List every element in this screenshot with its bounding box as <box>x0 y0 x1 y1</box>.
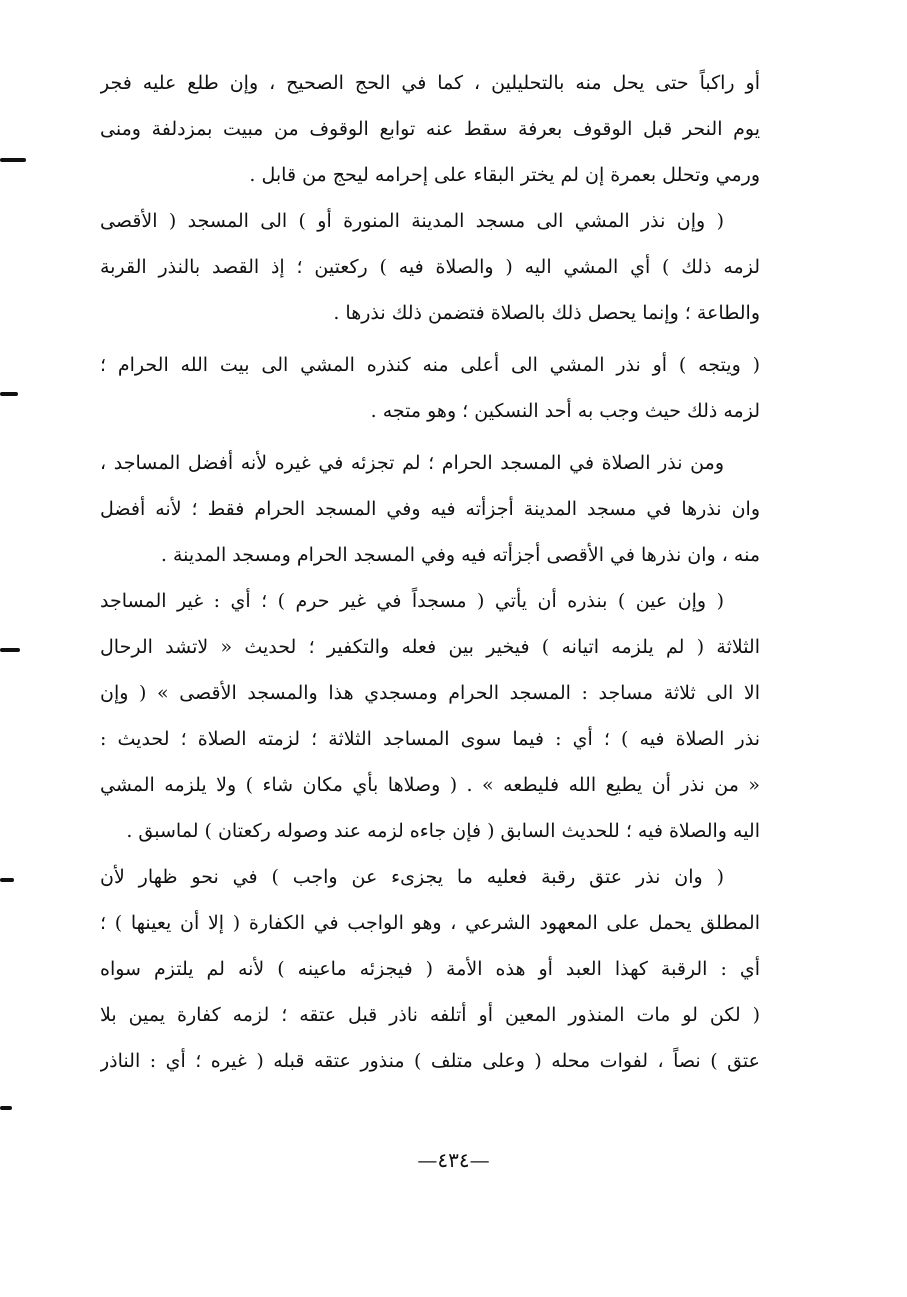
text-line: وان نذرها في مسجد المدينة أجزأته فيه وفي المسجد الحرام فقط ؛ لأنه أفضل <box>100 498 760 520</box>
margin-mark <box>0 1106 12 1110</box>
margin-mark <box>0 392 18 396</box>
text-line: ( لكن لو مات المنذور المعين أو أتلفه ناذر قبل عتقه ؛ لزمه كفارة يمين بلا <box>100 1004 760 1026</box>
text-line: عتق ) نصاً ، لفوات محله ( وعلى متلف ) منذور عتقه قبله ( غيره ؛ أي : الناذر <box>100 1050 760 1072</box>
text-line: الا الى ثلاثة مساجد : المسجد الحرام ومسجدي هذا والمسجد الأقصى » ( وإن <box>100 682 760 704</box>
text-line: الثلاثة ( لم يلزمه اتيانه ) فيخير بين فعله والتكفير ؛ لحديث « لاتشد الرحال <box>100 636 760 658</box>
text-line: نذر الصلاة فيه ) ؛ أي : فيما سوى المساجد الثلاثة ؛ لزمته الصلاة ؛ لحديث : <box>100 728 760 750</box>
text-line: ومن نذر الصلاة في المسجد الحرام ؛ لم تجزئه في غيره لأنه أفضل المساجد ، <box>100 452 724 474</box>
text-line: منه ، وان نذرها في الأقصى أجزأته فيه وفي المسجد الحرام ومسجد المدينة . <box>160 544 760 566</box>
margin-mark <box>0 158 26 162</box>
body-text <box>100 60 760 1084</box>
margin-mark <box>0 648 20 652</box>
text-line: لزمه ذلك ) أي المشي اليه ( والصلاة فيه ) ركعتين ؛ إذ القصد بالنذر القربة <box>100 256 760 278</box>
text-line: ( وإن نذر المشي الى مسجد المدينة المنورة أو ) الى المسجد ( الأقصى <box>100 210 724 232</box>
text-line: ( وان نذر عتق رقبة فعليه ما يجزىء عن واجب ) في نحو ظهار لأن <box>100 866 724 888</box>
text-line: ( وإن عين ) بنذره أن يأتي ( مسجداً في غير حرم ) ؛ أي : غير المساجد <box>100 590 724 612</box>
text-line: يوم النحر قبل الوقوف بعرفة سقط عنه توابع الوقوف من مبيت بمزدلفة ومنى <box>100 118 760 140</box>
margin-mark <box>0 878 14 882</box>
text-line: لزمه ذلك حيث وجب به أحد النسكين ؛ وهو متجه . <box>370 400 760 422</box>
text-line: ( ويتجه ) أو نذر المشي الى أعلى منه كنذره المشي الى بيت الله الحرام ؛ <box>100 354 760 376</box>
text-line: المطلق يحمل على المعهود الشرعي ، وهو الواجب في الكفارة ( إلا أن يعينها ) ؛ <box>100 912 760 934</box>
text-line: أو راكباً حتى يحل منه بالتحليلين ، كما في الحج الصحيح ، وإن طلع عليه فجر <box>100 72 760 94</box>
page-number: —٤٣٤— <box>417 1148 490 1172</box>
text-line: والطاعة ؛ وإنما يحصل ذلك بالصلاة فتضمن ذلك نذرها . <box>333 302 760 324</box>
text-line: ورمي وتحلل بعمرة إن لم يختر البقاء على إحرامه ليحج من قابل . <box>249 164 760 186</box>
text-line: أي : الرقبة كهذا العبد أو هذه الأمة ( فيجزئه ماعينه ) لأنه لم يلتزم سواه <box>100 958 760 980</box>
text-line: « من نذر أن يطيع الله فليطعه » . ( وصلاها بأي مكان شاء ) ولا يلزمه المشي <box>100 774 760 796</box>
text-line: اليه والصلاة فيه ؛ للحديث السابق ( فإن جاءه لزمه عند وصوله ركعتان ) لماسبق . <box>126 820 760 842</box>
